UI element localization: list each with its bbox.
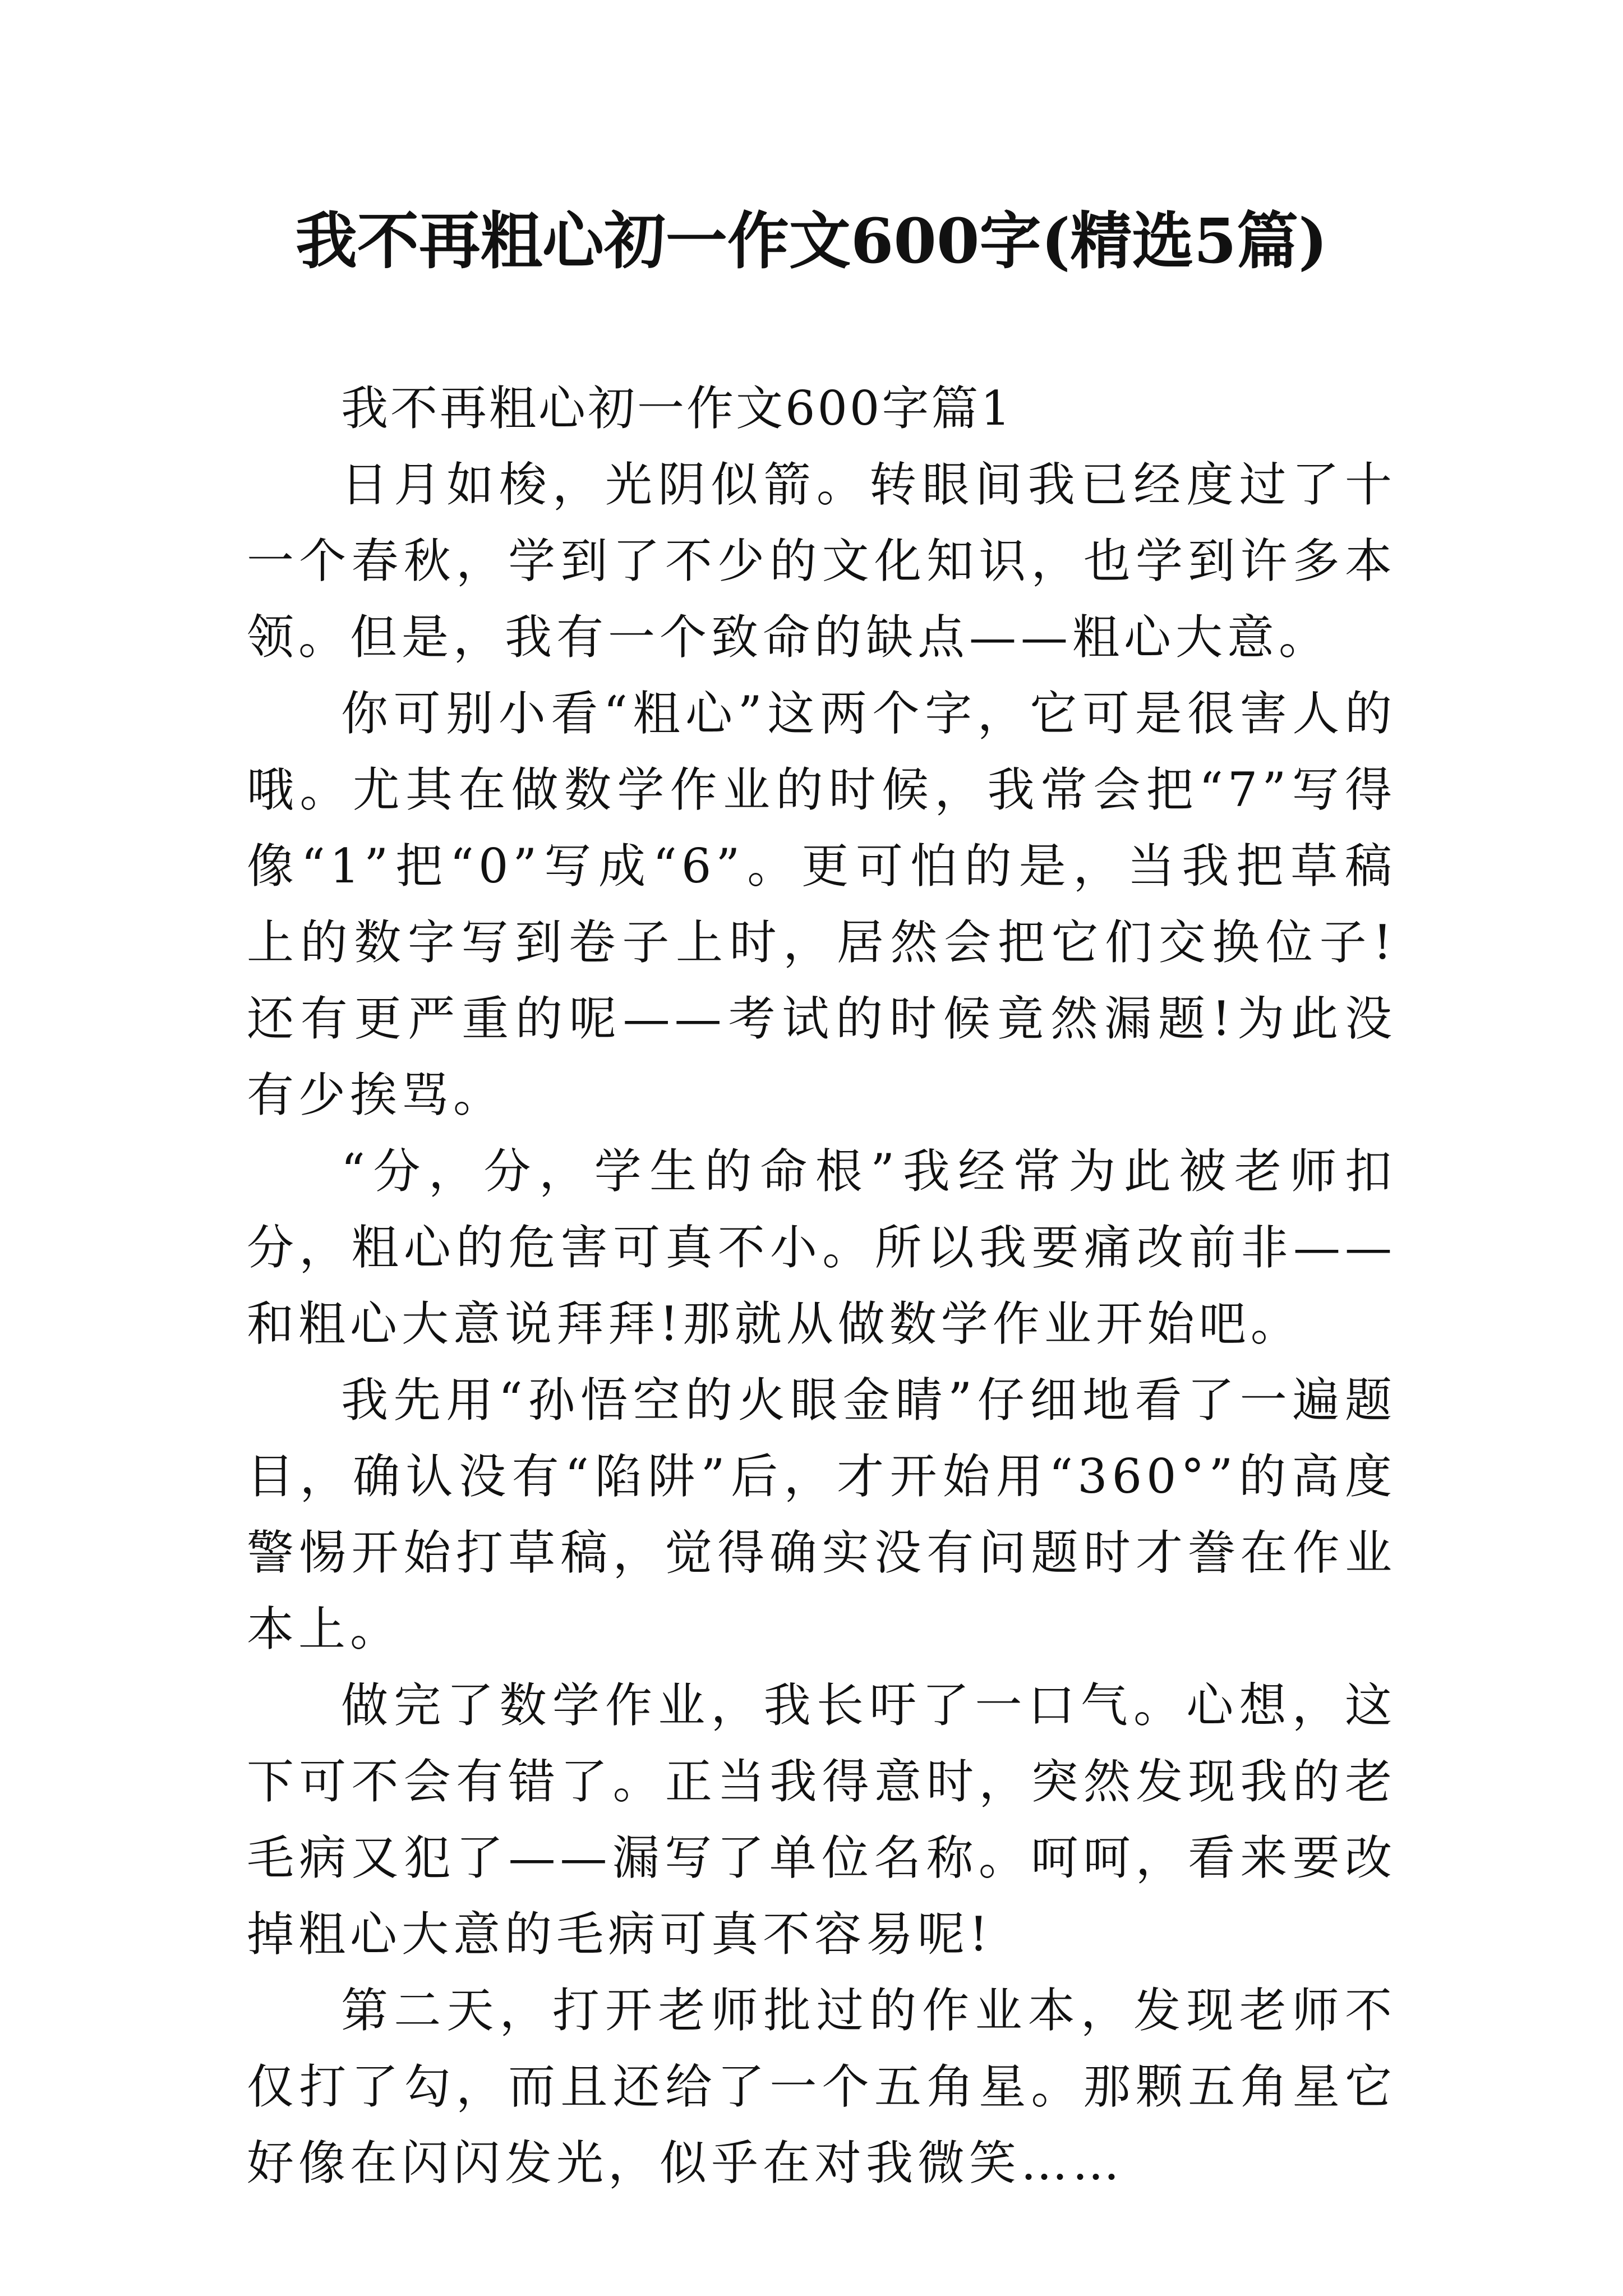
- paragraph-5: 做完了数学作业，我长吁了一口气。心想，这下可不会有错了。正当我得意时，突然发现我的老毛病又犯了——漏写了单位名称。呵呵，看来要改掉粗心大意的毛病可真不容易呢!: [247, 1678, 1396, 1962]
- paragraph-2: 你可别小看“粗心”这两个字，它可是很害人的哦。尤其在做数学作业的时候，我常会把“7”写得像“1”把“0”写成“6”。更可怕的是，当我把草稿上的数字写到卷子上时，居然会把它们交换位子!还有更严重的呢——考试的时候竟然漏题!为此没有少挨骂。: [247, 686, 1396, 1122]
- paragraph-6: 第二天，打开老师批过的作业本，发现老师不仅打了勾，而且还给了一个五角星。那颗五角星它好像在闪闪发光，似乎在对我微笑……: [247, 1983, 1396, 2191]
- section-heading: 我不再粗心初一作文600字篇1: [341, 381, 1013, 436]
- paragraph-4: 我先用“孙悟空的火眼金睛”仔细地看了一遍题目，确认没有“陷阱”后，才开始用“360°”的高度警惕开始打草稿，觉得确实没有问题时才誊在作业本上。: [247, 1373, 1396, 1657]
- document-title: 我不再粗心初一作文600字(精选5篇): [295, 205, 1328, 277]
- paragraph-1: 日月如梭，光阴似箭。转眼间我已经度过了十一个春秋，学到了不少的文化知识，也学到许多本领。但是，我有一个致命的缺点——粗心大意。: [247, 457, 1396, 665]
- document-body: [247, 370, 1396, 2201]
- paragraph-3: “分，分，学生的命根”我经常为此被老师扣分，粗心的危害可真不小。所以我要痛改前非——和粗心大意说拜拜!那就从做数学作业开始吧。: [247, 1144, 1396, 1351]
